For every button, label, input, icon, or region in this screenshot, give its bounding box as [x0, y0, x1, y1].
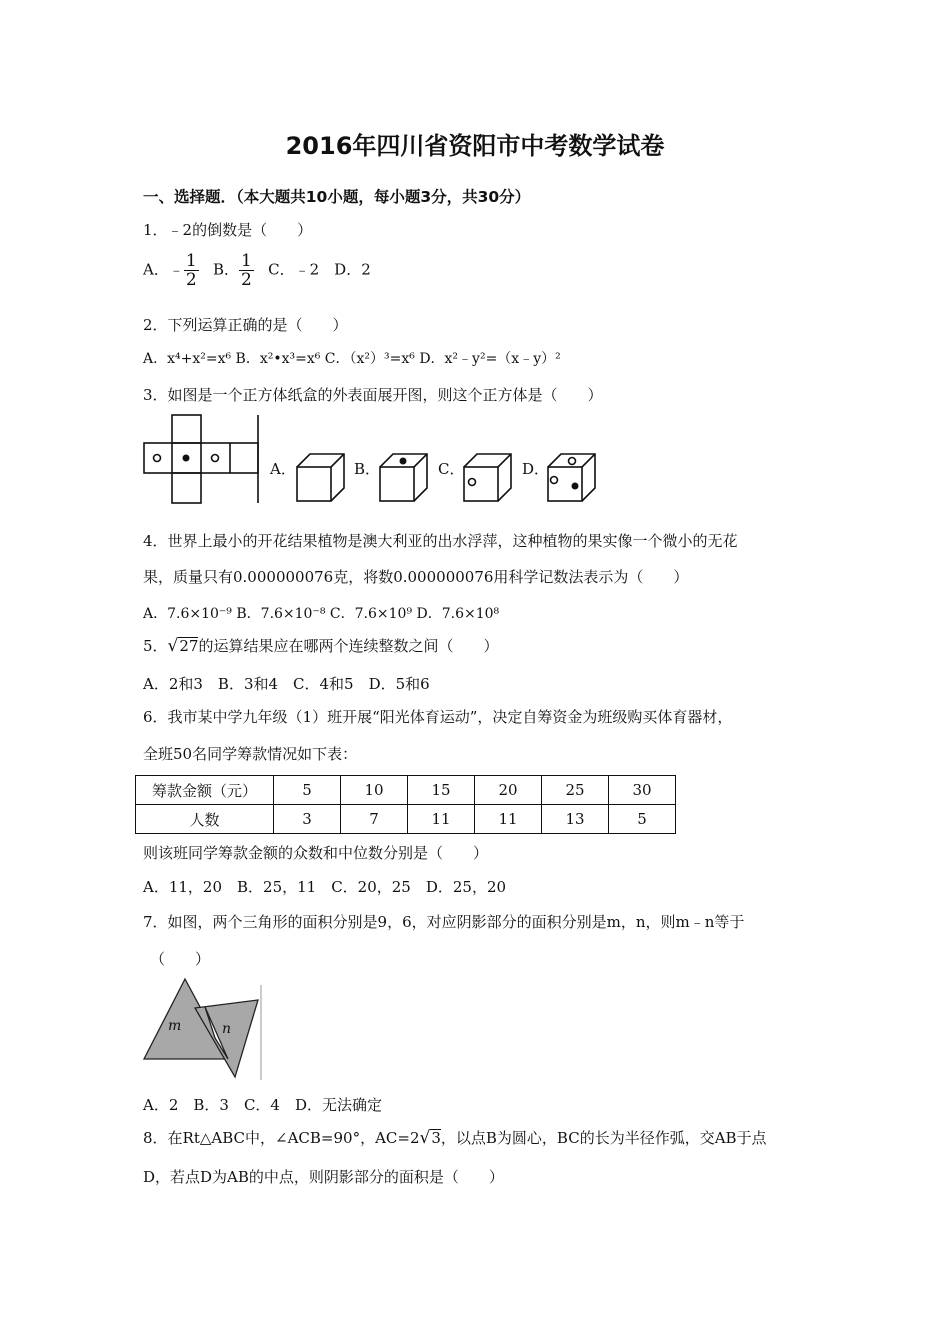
q6-line3: 则该班同学筹款金额的众数和中位数分别是（ ）	[143, 844, 489, 862]
dot-icon	[183, 455, 190, 462]
q1-fraction-a	[184, 252, 199, 289]
q6-table	[135, 775, 676, 834]
table-cell: 5	[609, 805, 676, 834]
table-cell: 5	[274, 776, 341, 805]
q5-radicand: 27	[179, 637, 199, 655]
q7-line2: （ ）	[150, 950, 211, 968]
table-cell: 25	[542, 776, 609, 805]
table-cell: 15	[408, 776, 475, 805]
q2-stem: 2．下列运算正确的是（ ）	[143, 316, 348, 334]
q3-label-d: D．	[522, 460, 550, 478]
table-cell: 11	[475, 805, 542, 834]
table-cell: 筹款金额（元）	[136, 776, 274, 805]
q5-prefix: 5．	[143, 637, 168, 655]
q3-label-c: C．	[438, 460, 465, 478]
cube-d	[548, 454, 595, 501]
radical-icon: √	[167, 636, 179, 656]
q5-suffix: 的运算结果应在哪两个连续整数之间（ ）	[198, 637, 499, 655]
q1-fraction-b	[239, 252, 254, 289]
q6-options: A．11，20 B．25，11 C．20，25 D．25，20	[143, 878, 507, 896]
table-cell: 人数	[136, 805, 274, 834]
q2-options: A．x⁴+x²=x⁶ B．x²•x³=x⁶ C．（x²）³=x⁶ D．x²﹣y²=（x﹣y）²	[143, 351, 561, 367]
q5-stem	[143, 635, 499, 656]
q3-label-a: A．	[270, 460, 296, 478]
q5-options: A．2和3 B．3和4 C．4和5 D．5和6	[143, 675, 430, 693]
q6-line2: 全班50名同学筹款情况如下表：	[143, 745, 358, 763]
q3-stem: 3．如图是一个正方体纸盒的外表面展开图，则这个正方体是（ ）	[143, 386, 603, 404]
table-row	[136, 776, 676, 805]
frac-den: 2	[185, 270, 197, 290]
q4-options: A．7.6×10⁻⁹ B．7.6×10⁻⁸ C．7.6×10⁹ D．7.6×10⁸	[143, 606, 500, 622]
q3-label-b: B．	[354, 460, 381, 478]
q1-stem: 1．﹣2的倒数是（ ）	[143, 221, 313, 239]
q8-line1	[143, 1127, 767, 1148]
dot-icon	[572, 483, 579, 490]
q7-options: A．2 B．3 C．4 D．无法确定	[143, 1096, 382, 1114]
q1-option-rest: C．﹣2 D．2	[268, 260, 371, 279]
cube-c	[464, 454, 511, 501]
table-cell: 20	[475, 776, 542, 805]
q8-line1-b: ，以点B为圆心，BC的长为半径作弧，交AB于点	[440, 1129, 767, 1147]
table-cell: 11	[408, 805, 475, 834]
q4-line2: 果，质量只有0.000000076克，将数0.000000076用科学记数法表示为（ ）	[143, 568, 689, 586]
dot-icon	[400, 458, 407, 465]
table-row	[136, 805, 676, 834]
page-title: 2016年四川省资阳市中考数学试卷	[285, 132, 665, 160]
section-heading: 一、选择题．（本大题共10小题，每小题3分，共30分）	[143, 188, 531, 206]
q1-options	[143, 252, 371, 289]
q4-line1: 4．世界上最小的开花结果植物是澳大利亚的出水浮萍，这种植物的果实像一个微小的无花	[143, 532, 738, 550]
table-cell: 13	[542, 805, 609, 834]
q7-line1: 7．如图，两个三角形的面积分别是9，6，对应阴影部分的面积分别是m，n，则m﹣n等于	[143, 913, 745, 931]
q8-line1-a: 8．在Rt△ABC中，∠ACB=90°，AC=2	[143, 1129, 420, 1147]
q8-line2: D，若点D为AB的中点，则阴影部分的面积是（ ）	[143, 1168, 504, 1186]
cube-a	[297, 454, 344, 501]
table-cell: 10	[341, 776, 408, 805]
label-m: m	[168, 1018, 182, 1034]
frac-num: 1	[241, 251, 252, 271]
label-n: n	[222, 1021, 232, 1037]
q6-line1: 6．我市某中学九年级（1）班开展“阳光体育运动”，决定自筹资金为班级购买体育器材，	[143, 708, 733, 726]
table-cell: 30	[609, 776, 676, 805]
frac-den: 2	[241, 270, 252, 290]
radical-icon: √	[419, 1128, 431, 1148]
q1-option-b-prefix: B．	[212, 260, 240, 279]
table-cell: 7	[341, 805, 408, 834]
q7-figure	[140, 975, 270, 1085]
q1-option-a-prefix: A．﹣	[143, 260, 184, 279]
cube-net	[144, 415, 258, 503]
q8-radicand: 3	[431, 1129, 441, 1147]
frac-num: 1	[185, 251, 197, 271]
table-cell: 3	[274, 805, 341, 834]
